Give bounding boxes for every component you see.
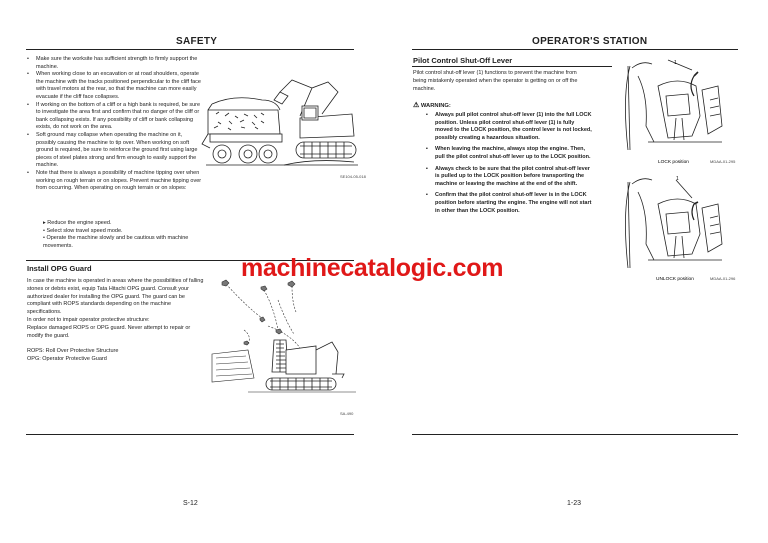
left-footer-rule (26, 434, 354, 435)
opg-section-title: Install OPG Guard (27, 264, 92, 273)
shutoff-lever-intro: Pilot control shut-off lever (1) functions to prevent the machine from being mistakenly operated when the operator is getting on or off the machine. (413, 70, 578, 92)
warning-list (423, 112, 593, 219)
warning-item: ▪ Confirm that the pilot control shut-off lever is in the LOCK position before starting the engine. The engine will not start in other than the LOCK position. (423, 192, 593, 215)
shutoff-lever-title: Pilot Control Shut-Off Lever (413, 56, 513, 65)
bullet-item: • Make sure the worksite has sufficient strength to firmly support the machine. (27, 56, 202, 71)
fig-b-code: MDAA-01-296 (710, 276, 736, 281)
sub-item: ▸ Reduce the engine speed. (43, 220, 112, 226)
bullet-item: • Soft ground may collapse when operating the machine on it, possibly causing the machine to tip over. When working on soft ground is required, be sure to reinforce the ground first using large pieces of steel plates strong and firm enough to easily support the machine. (27, 132, 202, 170)
watermark: machinecatalogic.com (241, 254, 504, 282)
bullet-item: • When working close to an excavation or at road shoulders, operate the machine with the tracks positioned perpendicular to the cliff face with travel motors at the rear, so that the machine can more easily evacuate if the cliff face collapses. (27, 71, 202, 101)
warning-item: ▪ Always check to be sure that the pilot control shut-off lever is pulled up to the LOCK position before transporting the machine or leaving the machine at the end of the shift. (423, 166, 593, 189)
bullet-item: • If working on the bottom of a cliff or a high bank is required, be sure to investigate the area first and confirm that no danger of the cliff or bank collapsing exists. If any possibility of cliff or bank collapsing exists, do not work on the area. (27, 102, 202, 132)
opg-section-paragraph: In case the machine is operated in areas where the possibilities of falling stones or debris exist, equip Tata Hitachi OPG guard. Consult your authorized dealer for installing the OPG guard. The guard can be compliant with ROPS standards depending on the machine specifications. In order not to impair operator protective structure: Replace damaged ROPS or OPG guard. Never attempt to repair or modify the guard. (27, 278, 204, 339)
warning-heading (413, 101, 451, 109)
figure2-caption: SA-490 (340, 411, 354, 416)
right-page-header: OPERATOR'S STATION (532, 36, 648, 47)
figure1-caption: SE104-05-018 (340, 174, 366, 179)
unlock-position-figure (618, 172, 744, 286)
excavator-truck-illustration (204, 70, 366, 182)
fig-a-label: LOCK position (658, 160, 689, 165)
bullet-item: • Note that there is always a possibility of machine tipping over when working on rough terrain or on slopes. Prevent machine tipping over from occurring. When operating on rough terrain or on slopes: (27, 170, 202, 193)
safety-bullet-list (27, 56, 202, 193)
opg-definition: OPG: Operator Protective Guard (27, 356, 107, 362)
title-underline (412, 66, 612, 67)
lock-position-figure (618, 56, 744, 168)
fig-a-code: MDAA-01-295 (710, 159, 736, 164)
left-page-header: SAFETY (176, 36, 218, 47)
right-page (384, 0, 768, 543)
fig-b-label: UNLOCK position (656, 277, 694, 282)
warning-item: ▪ When leaving the machine, always stop the engine. Then, pull the pilot control shut-off lever up to the LOCK position. (423, 146, 593, 161)
falling-debris-illustration (208, 278, 358, 420)
left-header-rule (26, 49, 354, 50)
right-page-number: 1-23 (567, 500, 582, 507)
rops-definition: ROPS: Roll Over Protective Structure (27, 348, 119, 354)
right-header-rule (412, 49, 738, 50)
slope-sub-list (35, 220, 200, 250)
warning-label: WARNING: (420, 103, 451, 109)
fig-a-callout: 1 (674, 60, 677, 66)
left-page-number: S-12 (183, 500, 198, 507)
sub-item: • Select slow travel speed mode. (43, 227, 123, 234)
warning-icon: ⚠ (413, 102, 420, 109)
fig-b-callout: 1 (676, 176, 679, 182)
sub-item: • Operate the machine slowly and be cautious with machine movements. (43, 235, 189, 249)
warning-item: ▪ Always pull pilot control shut-off lever (1) into the full LOCK position. Unless pilot control shut-off lever (1) is fully moved to the LOCK position, the control lever is not locked, possibly creating a hazardous situation. (423, 112, 593, 142)
right-footer-rule (412, 434, 738, 435)
